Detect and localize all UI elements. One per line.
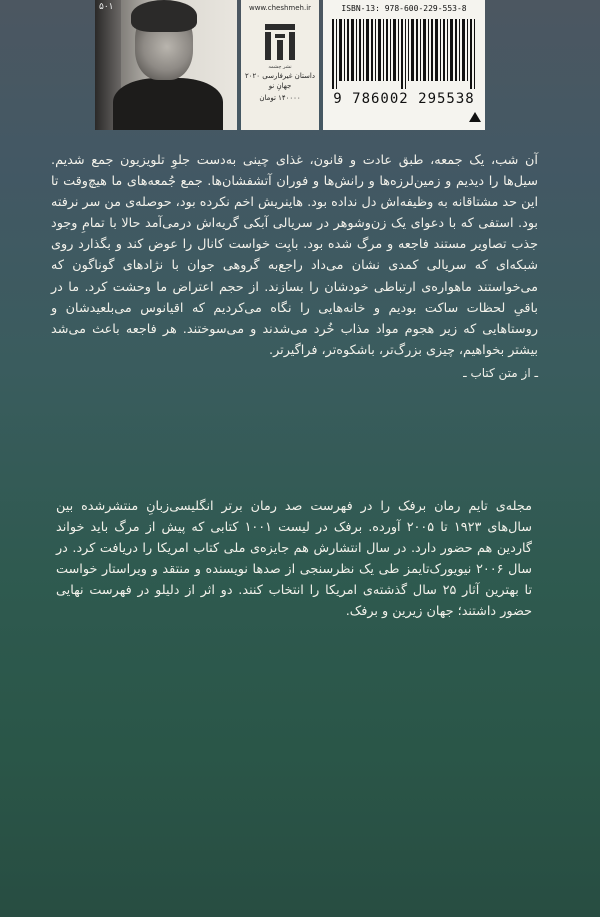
excerpt-block (51, 150, 538, 384)
photo-number: ۵۰۱ (99, 2, 114, 12)
excerpt-paragraph: آن شب، یک جمعه، طبق عادت و قانون، غذای چینی به‌دست جلوِ تلویزیون جمع شدیم. سیل‌ها را دیدیم و زمین‌لرزه‌ها و رانش‌ها و فوران آتشفشان‌ها. جمع جُمعه‌های ما هیچ‌وقت تا این حد مشتاقانه به وظیفه‌اش دل نداده بود. هاینریش اخم نکرده بود، حوصله‌ی من سر نرفته بود. استفی که با دعوای یک زن‌وشوهر در سریالی آبکی گریه‌اش درمی‌آمد حالا با تمامِ وجود جذب تصاویر مستند فاجعه و مرگ شده بود. بابِت خواست کانال را عوض کند و بگذارد روی شبکه‌ای که سریالی کمدی نشان می‌داد راجع‌به گروهی جوان با نژادهای گوناگون که می‌خواستند ماهواره‌ی ارتباطی خودشان را بسازند. از حجم اعتراض ما وحشت کرد. ما در باقیِ لحظات ساکت بودیم و خانه‌هایی را نگاه می‌کردیم که اقیانوس می‌بلعیدشان و روستاهایی که زیر هجوم مواد مذاب خُرد می‌شدند و می‌سوختند. هر فاجعه باعث می‌شد بیشتر بخواهیم، چیزی بزرگ‌تر، باشکوه‌تر، فراگیرتر. (51, 153, 538, 358)
isbn-label: ISBN-13: 978-600-229-553-8 (341, 4, 467, 13)
author-photo (95, 0, 237, 130)
triangle-mark-icon (469, 112, 481, 122)
barcode-icon (330, 19, 478, 89)
publisher-logo-icon (263, 22, 297, 62)
price: ۱۴۰۰۰۰ تومان (259, 94, 301, 102)
barcode-panel (323, 0, 485, 130)
series-subline: جهانِ نو (268, 82, 292, 90)
publisher-block (241, 0, 319, 130)
publisher-name: نشر چشمه (268, 64, 292, 70)
series-line: داستان غیرفارسی ۲۰۲۰ (244, 72, 315, 80)
excerpt-credit: ـ از متن کتاب ـ (463, 365, 538, 380)
description-paragraph: مجله‌ی تایم رمان برفک را در فهرست صد رمان برتر انگلیسی‌زبانِ منتشرشده بین سال‌های ۱۹۲۳ تا ۲۰۰۵ آورده. برفک در لیست ۱۰۰۱ کتابی که پیش از مرگ باید خواند گاردین هم حضور دارد. در سال انتشارش هم جایزه‌ی ملی کتاب امریکا را دریافت کرد. در سال ۲۰۰۶ نیویورک‌تایمز طی یک نظرسنجی از صدها نویسنده و منتقد و ویراستار خواست تا بهترین آثار ۲۵ سال گذشته‌ی امریکا را انتخاب کنند. دو اثر از دلیلو در فهرست نهایی حضور داشتند؛ جهان زیرین و برفک. (56, 499, 532, 620)
barcode-digits: 9 786002 295538 (333, 91, 475, 107)
publisher-website: www.cheshmeh.ir (248, 4, 312, 12)
description-block (56, 496, 532, 623)
cover-top-strip (95, 0, 597, 130)
